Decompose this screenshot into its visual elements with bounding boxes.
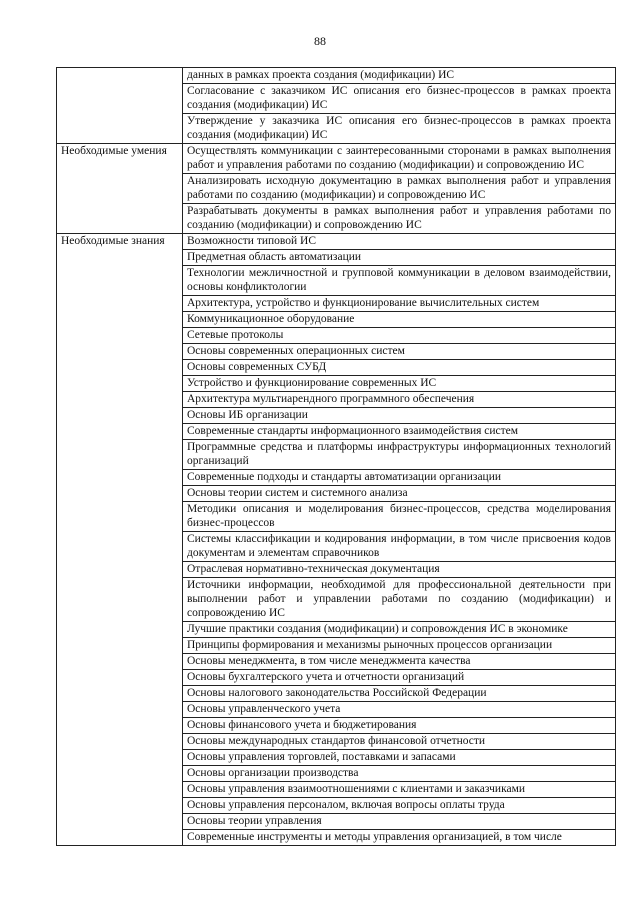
requirement-item: Осуществлять коммуникации с заинтересованными сторонами в рамках выполнения работ и управления работами по созданию (модификации) и сопровождению ИС	[183, 144, 616, 174]
requirement-item: Основы бухгалтерского учета и отчетности организаций	[183, 670, 616, 686]
section-label: Необходимые умения	[57, 144, 183, 234]
section-label	[57, 68, 183, 144]
table-row	[57, 144, 616, 174]
requirement-item: Отраслевая нормативно-техническая документация	[183, 562, 616, 578]
requirement-item: Основы управления взаимоотношениями с клиентами и заказчиками	[183, 782, 616, 798]
requirement-item: Современные инструменты и методы управления организацией, в том числе	[183, 830, 616, 846]
requirement-item: Основы теории систем и системного анализа	[183, 486, 616, 502]
requirement-item: Источники информации, необходимой для профессиональной деятельности при выполнении работ и управлении работами по созданию (модификации) и сопровождению ИС	[183, 578, 616, 622]
requirement-item: Основы современных операционных систем	[183, 344, 616, 360]
requirement-item: Основы теории управления	[183, 814, 616, 830]
requirement-item: Коммуникационное оборудование	[183, 312, 616, 328]
section-label: Необходимые знания	[57, 234, 183, 846]
table-row	[57, 234, 616, 250]
requirements-table-body	[57, 68, 616, 846]
requirement-item: Архитектура мультиарендного программного обеспечения	[183, 392, 616, 408]
requirement-item: Принципы формирования и механизмы рыночных процессов организации	[183, 638, 616, 654]
requirement-item: Предметная область автоматизации	[183, 250, 616, 266]
requirement-item: Основы менеджмента, в том числе менеджмента качества	[183, 654, 616, 670]
requirement-item: Разрабатывать документы в рамках выполнения работ и управления работами по созданию (модификации) и сопровождению ИС	[183, 204, 616, 234]
table-row	[57, 68, 616, 84]
requirement-item: Основы организации производства	[183, 766, 616, 782]
requirement-item: Основы управления торговлей, поставками и запасами	[183, 750, 616, 766]
requirement-item: Современные стандарты информационного взаимодействия систем	[183, 424, 616, 440]
requirement-item: Основы налогового законодательства Российской Федерации	[183, 686, 616, 702]
requirement-item: Утверждение у заказчика ИС описания его бизнес-процессов в рамках проекта создания (модификации) ИС	[183, 114, 616, 144]
requirement-item: Основы современных СУБД	[183, 360, 616, 376]
requirement-item: Анализировать исходную документацию в рамках выполнения работ и управления работами по созданию (модификации) и сопровождению ИС	[183, 174, 616, 204]
requirement-item: данных в рамках проекта создания (модификации) ИС	[183, 68, 616, 84]
page-number: 88	[314, 34, 326, 48]
requirement-item: Сетевые протоколы	[183, 328, 616, 344]
requirement-item: Основы управления персоналом, включая вопросы оплаты труда	[183, 798, 616, 814]
requirements-table	[56, 67, 616, 846]
requirement-item: Основы международных стандартов финансовой отчетности	[183, 734, 616, 750]
requirement-item: Возможности типовой ИС	[183, 234, 616, 250]
requirement-item: Системы классификации и кодирования информации, в том числе присвоения кодов документам и элементам справочников	[183, 532, 616, 562]
requirement-item: Согласование с заказчиком ИС описания его бизнес-процессов в рамках проекта создания (модификации) ИС	[183, 84, 616, 114]
requirement-item: Основы управленческого учета	[183, 702, 616, 718]
requirement-item: Основы ИБ организации	[183, 408, 616, 424]
requirement-item: Лучшие практики создания (модификации) и сопровождения ИС в экономике	[183, 622, 616, 638]
requirement-item: Программные средства и платформы инфраструктуры информационных технологий организаций	[183, 440, 616, 470]
requirement-item: Современные подходы и стандарты автоматизации организации	[183, 470, 616, 486]
requirement-item: Технологии межличностной и групповой коммуникации в деловом взаимодействии, основы конфликтологии	[183, 266, 616, 296]
requirement-item: Методики описания и моделирования бизнес-процессов, средства моделирования бизнес-процессов	[183, 502, 616, 532]
requirement-item: Архитектура, устройство и функционирование вычислительных систем	[183, 296, 616, 312]
requirement-item: Устройство и функционирование современных ИС	[183, 376, 616, 392]
requirement-item: Основы финансового учета и бюджетирования	[183, 718, 616, 734]
